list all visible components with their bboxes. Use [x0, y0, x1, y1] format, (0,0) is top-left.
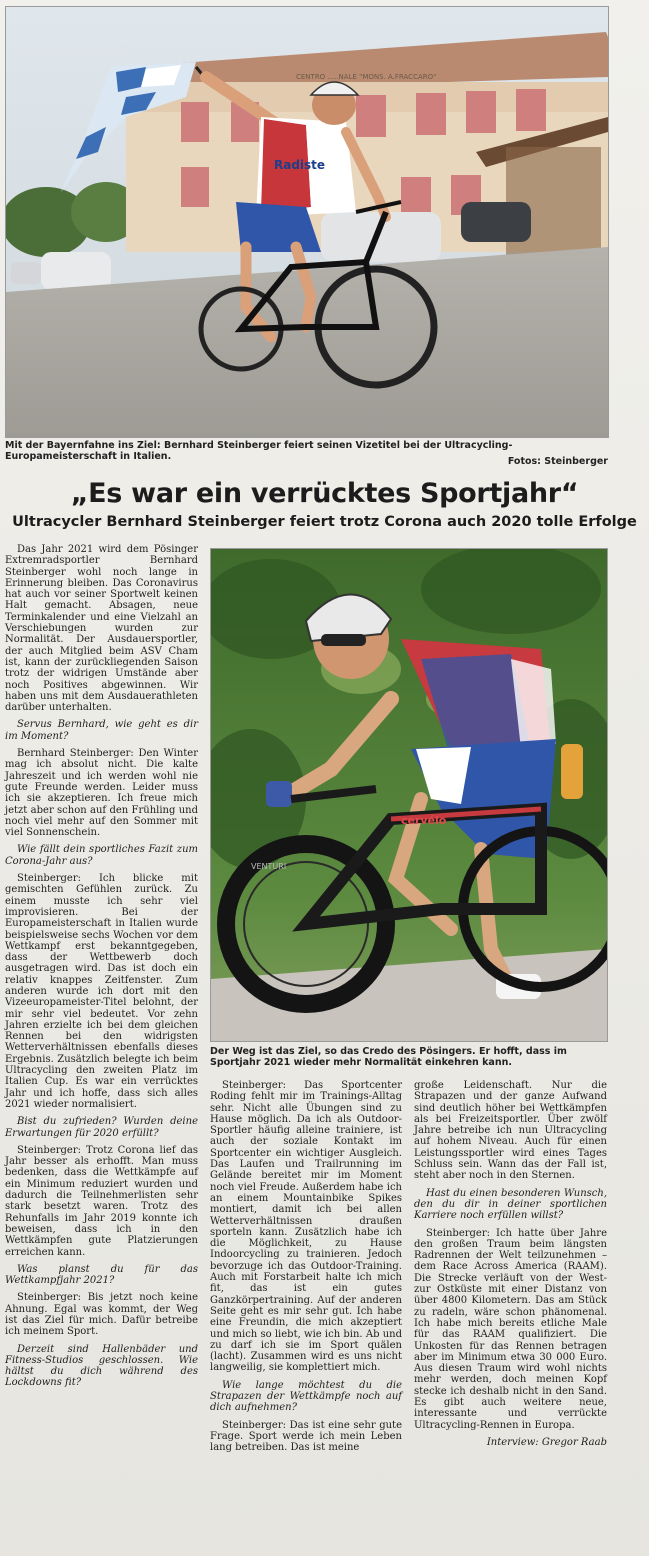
article-column-1	[5, 544, 198, 1395]
answer-4: Steinberger: Bis jetzt noch keine Ahnung. Egal was kommt, der Weg ist das Ziel für mich. Dafür betreibe ich meinem Sport.	[5, 1292, 198, 1338]
answer-6: Steinberger: Das ist eine sehr gute Frage. Sport werde ich mein Leben lang betreiben. Das ist meine	[210, 1419, 402, 1454]
svg-text:VENTURI: VENTURI	[251, 862, 287, 871]
svg-text:Radiste: Radiste	[274, 158, 326, 172]
photo-caption-2: Der Weg ist das Ziel, so das Credo des Pösingers. Er hofft, dass im Sportjahr 2021 wieder mehr Normalität einkehren kann.	[210, 1046, 567, 1068]
question-5: Derzeit sind Hallenbäder und Fitness-Studios geschlossen. Wie hältst du dich während des Lockdowns fit?	[5, 1343, 198, 1389]
question-7: Hast du einen besonderen Wunsch, den du dir in deiner sportlichen Karriere noch erfüllen willst?	[414, 1187, 607, 1222]
question-3: Bist du zufrieden? Wurden deine Erwartungen für 2020 erfüllt?	[5, 1116, 198, 1139]
photo-rider-on-road	[210, 548, 608, 1042]
answer-7: Steinberger: Ich hatte über Jahre den großen Traum beim längsten Radrennen der Welt teilzunehmen – dem Race Across America (RAAM). Die Strecke verläuft von der West- zur Ostküste mit einer Distanz von über 4800 Kilometern. Das am Stück zu radeln, wäre schon phänomenal. Ich habe mich bereits etliche Male für das RAAM qualifiziert. Die Unkosten für das Rennen betragen aber im Minimum etwa 30 000 Euro. Aus diesen Traum wird wohl nichts mehr werden, doch meinen Kopf stecke ich deshalb nicht in den Sand. Es gibt auch weitere neue, interessante und verrückte Ultracycling-Rennen in Europa.	[414, 1227, 607, 1431]
answer-3: Steinberger: Trotz Corona lief das Jahr besser als erhofft. Man muss bedenken, dass die Wettkämpfe auf ein Minimum reduziert wurden und dadurch die Teilnehmerlisten sehr stark besetzt waren. Trotz des Rehunfalls im Jahr 2019 konnte ich beweisen, dass ich in den Wettkämpfen gute Platzierungen erreichen kann.	[5, 1144, 198, 1258]
interview-signature: Interview: Gregor Raab	[486, 1436, 607, 1448]
article-subheadline: Ultracycler Bernhard Steinberger feiert trotz Corona auch 2020 tolle Erfolge	[12, 514, 637, 530]
svg-text:cervélo: cervélo	[401, 814, 447, 827]
answer-1: Bernhard Steinberger: Den Winter mag ich absolut nicht. Die kalte Jahreszeit und ich werden wohl nie gute Freunde werden. Leider muss ich sie akzeptieren. Ich freue mich jetzt aber schon auf den Frühling und noch viel mehr auf den Sommer mit viel Sonnenschein.	[5, 748, 198, 839]
question-4: Was planst du für das Wettkampfjahr 2021?	[5, 1263, 198, 1287]
question-6: Wie lange möchtest du die Strapazen der Wettkämpfe noch auf dich aufnehmen?	[210, 1379, 402, 1414]
photo-credit: Fotos: Steinberger	[507, 456, 608, 467]
svg-text:CENTRO .....NALE "MONS. A.FRAC: CENTRO .....NALE "MONS. A.FRACCARO"	[296, 73, 437, 81]
answer-2: Steinberger: Ich blicke mit gemischten Gefühlen zurück. Zu einem musste ich sehr viel improvisieren. Bei der Europameisterschaft in Italien wurde beispielsweise sechs Wochen vor dem Wettkampf erst bekanntgegeben, dass der Wettbewerb doch ausgetragen wird. Das ist doch ein relativ knappes Zeitfenster. Zum anderen wurde ich dort mit den Vizeeuropameister-Titel belohnt, der mir sehr viel bedeutet. Vor zehn Jahren erzielte ich bei dem gleichen Rennen bei den widrigsten Wetterverhältnissen ebenfalls dieses Ergebnis. Zusätzlich belegte ich beim Ultracycling den zweiten Platz im Italien Cup. Es war ein verrücktes Jahr und ich hoffe, dass sich alles 2021 wieder normalisiert.	[5, 873, 198, 1110]
intro-paragraph: Das Jahr 2021 wird dem Pösinger Extremradsportler Bernhard Steinberger wohl noch lange in Erinnerung bleiben. Das Coronavirus hat auch vor seiner Sportwelt keinen Halt gemacht. Absagen, neue Terminkalender und eine Vielzahl an Verschiebungen wurden zur Normalität. Der Ausdauersportler, der auch Mitglied beim ASV Cham ist, kann der zurückliegenden Saison trotz der widrigen Umstände aber noch Positives abgewinnen. Wir haben uns mit dem Ausdauerathleten darüber unterhalten.	[5, 544, 198, 714]
article-column-3	[414, 1080, 607, 1454]
photo-caption-1: Mit der Bayernfahne ins Ziel: Bernhard Steinberger feiert seinen Vizetitel bei der Ultracycling-Europameisterschaft in Italien.	[5, 440, 513, 462]
question-1: Servus Bernhard, wie geht es dir im Moment?	[5, 719, 198, 742]
photo-finish-with-flag	[5, 6, 609, 438]
question-2: Wie fällt dein sportliches Fazit zum Corona-Jahr aus?	[5, 844, 198, 867]
answer-5: Steinberger: Das Sportcenter Roding fehlt mir im Trainings-Alltag sehr. Nicht alle Übungen sind zu Hause möglich. Da ich als Outdoor-Sportler häufig alleine trainiere, ist auch der soziale Kontakt im Sportcenter ein wichtiger Ausgleich. Das Laufen und Trailrunning im Gelände bereitet mir im Moment noch viel Freude. Außerdem habe ich an einem Mountainbike Spikes montiert, damit ich bei allen Wetterverhältnissen draußen sporteln kann. Zusätzlich habe ich die Möglichkeit, zu Hause Indoorcycling zu trainieren. Jedoch bevorzuge ich das Outdoor-Training. Auch mit Forstarbeit halte ich mich fit, das ist ein gutes Ganzkörpertraining. Auf der anderen Seite geht es mir sehr gut. Ich habe eine Freundin, die mich akzeptiert und mich so liebt, wie ich bin. Ab und zu darf ich sie im Sport quälen (lacht). Zusammen wird es uns nicht langweilig, sie komplettiert mich.	[210, 1080, 402, 1374]
answer-6-continued: große Leidenschaft. Nur die Strapazen und der ganze Aufwand sind deutlich höher bei Wettkämpfen als bei Freizeitsportler. Über zwölf Jahre betreibe ich nun Ultracycling auf hohem Niveau. Auch für einen Leistungssportler wird eines Tages Schluss sein. Wann das der Fall ist, steht aber noch in den Sternen.	[414, 1080, 607, 1182]
article-column-2	[210, 1080, 402, 1460]
article-headline: „Es war ein verrücktes Sportjahr“	[70, 478, 579, 509]
